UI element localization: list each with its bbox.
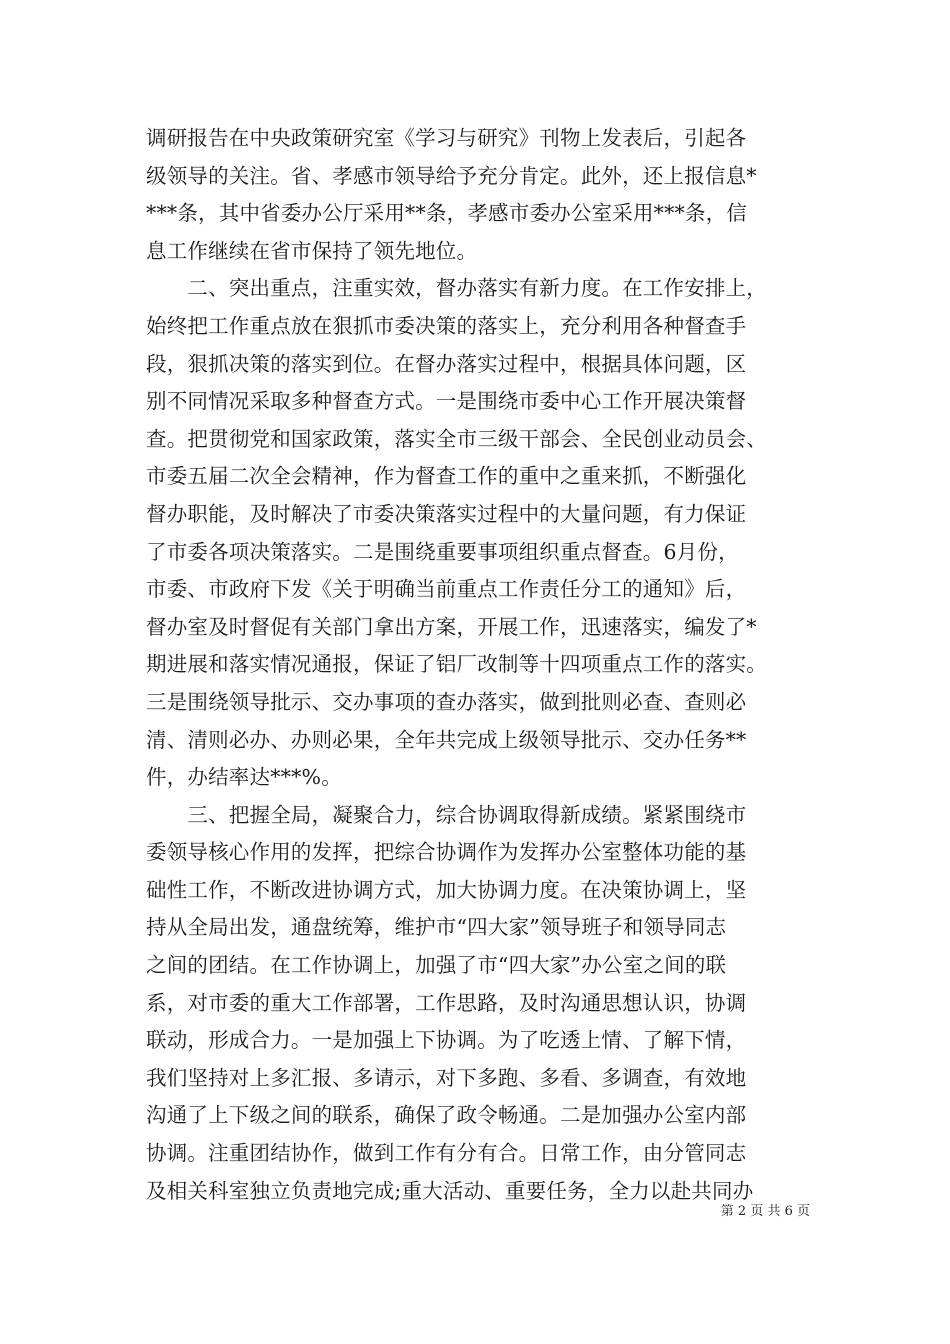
text-line: 系，对市委的重大工作部署，工作思路，及时沟通思想认识，协调 [146,990,747,1015]
text-line: 之间的团结。在工作协调上，加强了市“四大家”办公室之间的联 [146,953,727,978]
text-line: 三是围绕领导批示、交办事项的查办落实，做到批则必查、查则必 [146,689,747,714]
text-line: 督办室及时督促有关部门拿出方案，开展工作，迅速落实，编发了* [146,614,757,639]
text-line: 础性工作，不断改进协调方式，加大协调力度。在决策协调上，坚 [146,877,747,902]
text-line: 及相关科室独立负责地完成;重大活动、重要任务，全力以赴共同办 [146,1178,754,1203]
text-line: 我们坚持对上多汇报、多请示，对下多跑、多看、多调查，有效地 [146,1065,747,1090]
text-line: 查。把贯彻党和国家政策，落实全市三级干部会、全民创业动员会、 [146,426,767,451]
text-line: 市委五届二次全会精神，作为督查工作的重中之重来抓，不断强化 [146,464,747,489]
text-line: 持从全局出发，通盘统筹，维护市“四大家”领导班子和领导同志 [146,915,727,940]
text-line: 委领导核心作用的发挥，把综合协调作为发挥办公室整体功能的基 [146,840,747,865]
text-line: 件，办结率达***%。 [146,765,342,790]
text-line: ***条，其中省委办公厅采用**条，孝感市委办公室采用***条，信 [146,201,748,226]
text-line: 沟通了上下级之间的联系，确保了政令畅通。二是加强办公室内部 [146,1103,747,1128]
text-line: 协调。注重团结协作，做到工作有分有合。日常工作，由分管同志 [146,1141,747,1166]
text-line: 二、突出重点，注重实效，督办落实有新力度。在工作安排上， [146,276,767,301]
text-line: 调研报告在中央政策研究室《学习与研究》刊物上发表后，引起各 [146,126,747,150]
text-line: 三、把握全局，凝聚合力，综合协调取得新成绩。紧紧围绕市 [146,802,747,827]
text-line: 了市委各项决策落实。二是围绕重要事项组织重点督查。6月份， [146,539,739,564]
text-line: 联动，形成合力。一是加强上下协调。为了吃透上情、了解下情， [146,1028,747,1053]
text-line: 级领导的关注。省、孝感市领导给予充分肯定。此外，还上报信息* [146,163,757,188]
page-number: 第 2 页 共 6 页 [720,1204,810,1219]
text-line: 市委、市政府下发《关于明确当前重点工作责任分工的通知》后， [146,577,747,602]
body-text [146,120,816,1210]
text-line: 期进展和落实情况通报，保证了铝厂改制等十四项重点工作的落实。 [146,652,767,677]
text-line: 始终把工作重点放在狠抓市委决策的落实上，充分利用各种督查手 [146,313,747,338]
text-line: 清、清则必办、办则必果，全年共完成上级领导批示、交办任务** [146,727,747,752]
text-line: 别不同情况采取多种督查方式。一是围绕市委中心工作开展决策督 [146,389,747,414]
text-line: 段，狠抓决策的落实到位。在督办落实过程中，根据具体问题，区 [146,351,747,376]
text-line: 督办职能，及时解决了市委决策落实过程中的大量问题，有力保证 [146,501,747,526]
text-line: 息工作继续在省市保持了领先地位。 [146,238,478,263]
